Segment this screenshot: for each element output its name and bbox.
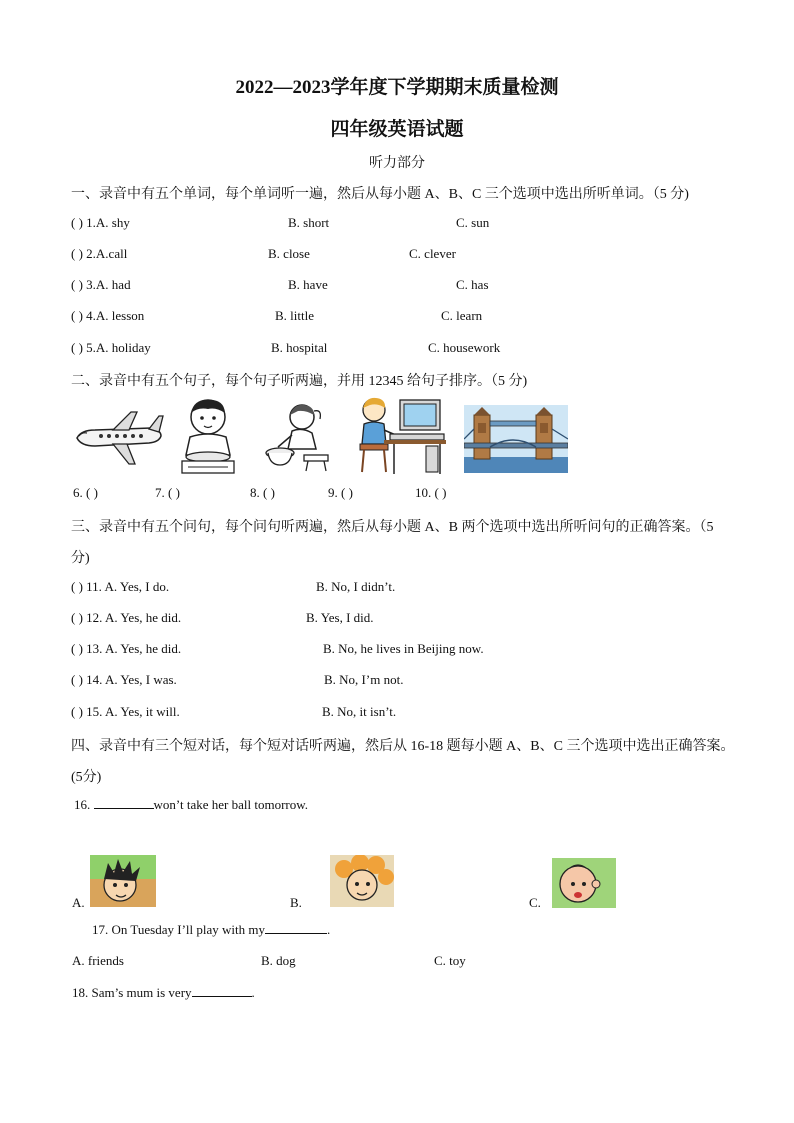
q4-option-c: C. learn <box>441 308 483 323</box>
q3-option-b: B. have <box>288 277 328 292</box>
q16-number: 16. <box>74 797 91 812</box>
answer-6: 6. ( ) <box>73 485 98 500</box>
q18-blank <box>192 996 252 997</box>
q16-text: won’t take her ball tomorrow. <box>153 797 309 812</box>
section3-heading: 三、录音中有五个问句，每个问句听两遍，然后从每小题 A、B 两个选项中选出所听问句的正确答案。（5 <box>71 520 714 535</box>
q3-option-a: ( ) 3.A. had <box>71 277 131 292</box>
q17-option-a: A. friends <box>72 953 124 968</box>
q18-line <box>72 985 255 1001</box>
part-heading: 听力部分 <box>369 156 425 171</box>
q17-option-b: B. dog <box>261 953 296 968</box>
answer-9: 9. ( ) <box>328 485 353 500</box>
section4-heading: 四、录音中有三个短对话，每个短对话听两遍，然后从 16-18 题每小题 A、B、C 三个选项中选出正确答案。 <box>71 739 735 754</box>
q18-text: 18. Sam’s mum is very <box>72 985 192 1000</box>
q15-option-b: B. No, it isn’t. <box>322 704 397 719</box>
q13-option-b: B. No, he lives in Beijing now. <box>323 641 484 656</box>
bridge-picture <box>464 405 568 473</box>
q18-end: . <box>251 985 255 1000</box>
q17-line <box>92 922 330 938</box>
q17-end: . <box>326 922 331 937</box>
spiky-hair-boy-picture <box>90 855 156 907</box>
q17-text: 17. On Tuesday I’ll play with my <box>92 922 265 937</box>
q1-option-b: B. short <box>288 215 330 230</box>
q12-option-b: B. Yes, I did. <box>306 610 374 625</box>
q4-option-b: B. little <box>275 308 314 323</box>
q12-option-a: ( ) 12. A. Yes, he did. <box>71 610 182 625</box>
q16-option-c-label: C. <box>529 895 541 910</box>
q17-blank <box>265 933 327 934</box>
q11-option-b: B. No, I didn’t. <box>316 579 396 594</box>
answer-8: 8. ( ) <box>250 485 275 500</box>
exam-subtitle: 四年级英语试题 <box>330 119 464 140</box>
exam-title: 2022—2023学年度下学期期末质量检测 <box>235 77 559 98</box>
q16-line <box>74 797 308 813</box>
q5-option-c: C. housework <box>428 340 501 355</box>
section2-heading: 二、录音中有五个句子，每个句子听两遍，并用 12345 给句子排序。（5 分) <box>71 374 528 389</box>
q1-option-a: ( ) 1.A. shy <box>71 215 130 230</box>
q5-option-b: B. hospital <box>271 340 328 355</box>
q4-option-a: ( ) 4.A. lesson <box>71 308 145 323</box>
section3-heading-cont: 分) <box>71 551 90 566</box>
q16-blank <box>94 808 154 809</box>
computer-boy-picture <box>354 396 448 476</box>
airplane-picture <box>73 408 165 468</box>
q2-option-a: ( ) 2.A.call <box>71 246 128 261</box>
q2-option-c: C. clever <box>409 246 456 261</box>
q11-option-a: ( ) 11. A. Yes, I do. <box>71 579 170 594</box>
q17-option-c: C. toy <box>434 953 466 968</box>
q15-option-a: ( ) 15. A. Yes, it will. <box>71 704 180 719</box>
q16-option-b-label: B. <box>290 895 302 910</box>
washing-girl-picture <box>262 401 337 473</box>
q14-option-b: B. No, I’m not. <box>324 672 404 687</box>
q14-option-a: ( ) 14. A. Yes, I was. <box>71 672 177 687</box>
cooking-boy-picture <box>172 397 244 475</box>
q1-option-c: C. sun <box>456 215 490 230</box>
answer-7: 7. ( ) <box>155 485 180 500</box>
q3-option-c: C. has <box>456 277 489 292</box>
bald-boy-picture <box>552 858 616 908</box>
q13-option-a: ( ) 13. A. Yes, he did. <box>71 641 182 656</box>
curly-hair-girl-picture <box>330 855 394 907</box>
q16-option-a-label: A. <box>72 895 85 910</box>
q5-option-a: ( ) 5.A. holiday <box>71 340 151 355</box>
section1-heading: 一、录音中有五个单词，每个单词听一遍，然后从每小题 A、B、C 三个选项中选出所听单词。（5 分) <box>71 187 689 202</box>
section4-heading-cont: (5分) <box>71 770 102 785</box>
answer-10: 10. ( ) <box>415 485 447 500</box>
q2-option-b: B. close <box>268 246 310 261</box>
